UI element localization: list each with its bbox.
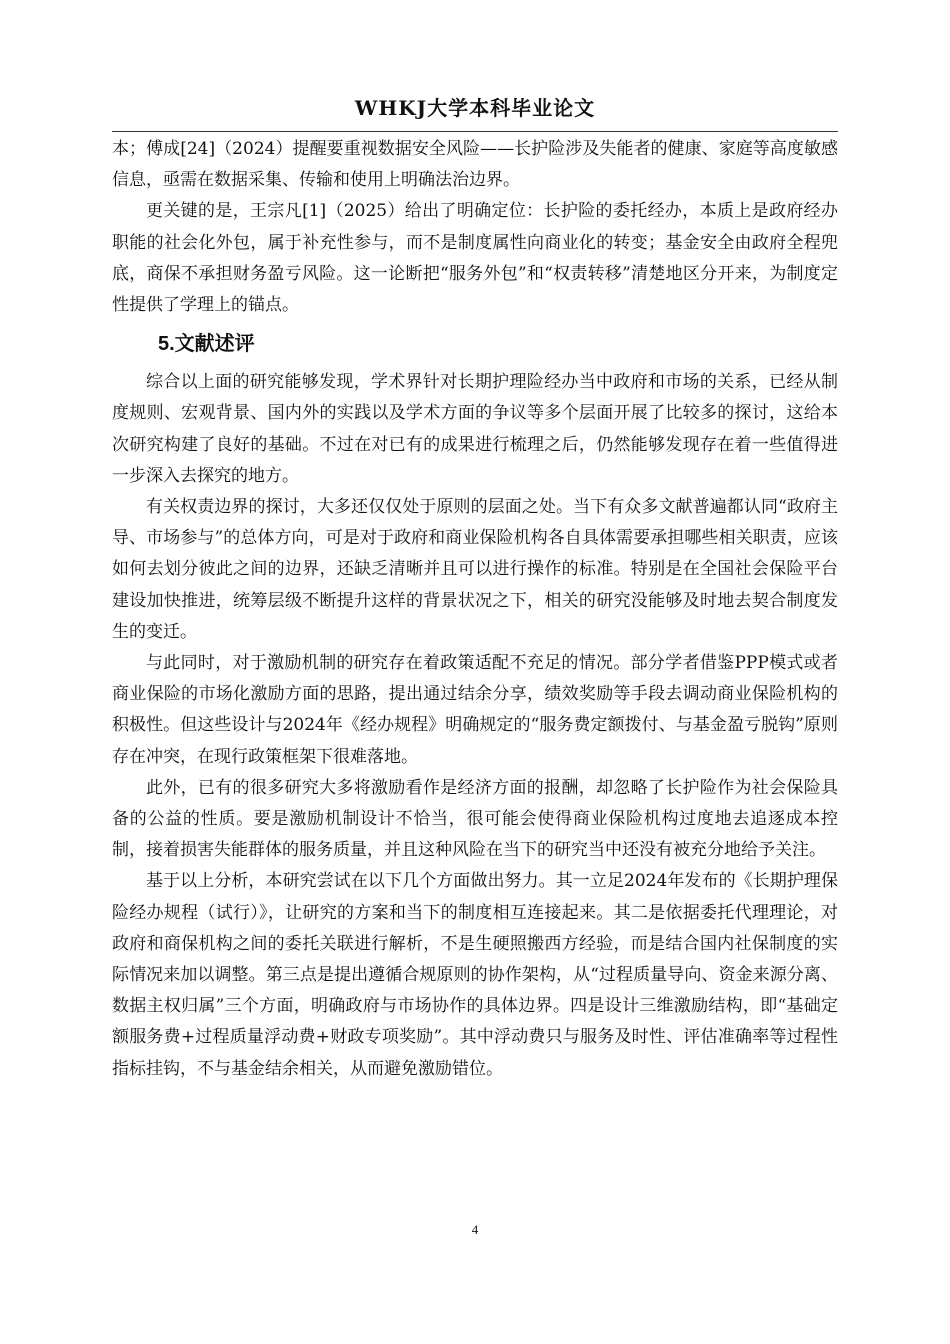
paragraph-incentive: 与此同时，对于激励机制的研究存在着政策适配不充足的情况。部分学者借鉴PPP模式或者商业保险的市场化激励方面的思路，提出通过结余分享，绩效奖励等手段去调动商业保险机构的积极性。但这些设计与2024年《经办规程》明确规定的“服务费定额拨付、与基金盈亏脱钩”原则存在冲突，在现行政策框架下很难落地。 <box>112 653 838 767</box>
page-header-title: WHKJ大学本科毕业论文 <box>354 96 596 120</box>
paragraph-summary: 综合以上面的研究能够发现，学术界针对长期护理险经办当中政府和市场的关系，已经从制度规则、宏观背景、国内外的实践以及学术方面的争议等多个层面开展了比较多的探讨，这给本次研究构建了良好的基础。不过在对已有的成果进行梳理之后，仍然能够发现存在着一些值得进一步深入去探究的地方。 <box>112 372 838 486</box>
page-number: 4 <box>471 1222 479 1237</box>
paragraph-wang-zongfan: 更关键的是，王宗凡[1]（2025）给出了明确定位：长护险的委托经办，本质上是政府经办职能的社会化外包，属于补充性参与，而不是制度属性向商业化的转变；基金安全由政府全程兜底，商保不承担财务盈亏风险。这一论断把“服务外包”和“权责转移”清楚地区分开来，为制度定性提供了学理上的锚点。 <box>112 201 838 316</box>
section-heading-literature-review: 5.文献述评 <box>158 333 255 356</box>
paragraph-continuation: 本；傅成[24]（2024）提醒要重视数据安全风险——长护险涉及失能者的健康、家庭等高度敏感信息，亟需在数据采集、传输和使用上明确法治边界。 <box>112 139 838 191</box>
header-divider <box>112 131 838 132</box>
paragraph-boundary: 有关权责边界的探讨，大多还仅仅处于原则的层面之处。当下有众多文献普遍都认同“政府主导、市场参与”的总体方向，可是对于政府和商业保险机构各自具体需要承担哪些相关职责，应该如何去划分彼此之间的边界，还缺乏清晰并且可以进行操作的标准。特别是在全国社会保险平台建设加快推进，统筹层级不断提升这样的背景状况之下，相关的研究没能够及时地去契合制度发生的变迁。 <box>112 497 838 642</box>
paragraph-public-welfare: 此外，已有的很多研究大多将激励看作是经济方面的报酬，却忽略了长护险作为社会保险具备的公益的性质。要是激励机制设计不恰当，很可能会使得商业保险机构过度地去追逐成本控制，接着损害失能群体的服务质量，并且这种风险在当下的研究当中还没有被充分地给予关注。 <box>112 777 838 861</box>
paragraph-contribution: 基于以上分析，本研究尝试在以下几个方面做出努力。其一立足2024年发布的《长期护理保险经办规程（试行）》，让研究的方案和当下的制度相互连接起来。其二是依据委托代理理论，对政府和商保机构之间的委托关联进行解析，不是生硬照搬西方经验，而是结合国内社保制度的实际情况来加以调整。第三点是提出遵循合规原则的协作架构，从“过程质量导向、资金来源分离、数据主权归属”三个方面，明确政府与市场协作的具体边界。四是设计三维激励结构，即“基础定额服务费+过程质量浮动费+财政专项奖励”。其中浮动费只与服务及时性、评估准确率等过程性指标挂钩，不与基金结余相关，从而避免激励错位。 <box>112 871 838 1079</box>
document-body <box>112 134 838 1085</box>
